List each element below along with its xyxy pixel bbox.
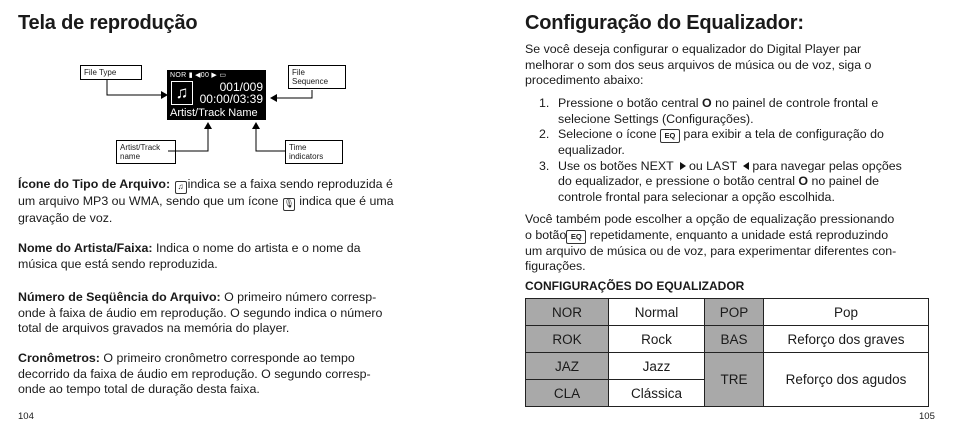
text: equalizador. (558, 143, 625, 157)
text: música que está sendo reproduzida. (18, 256, 218, 271)
list-item (539, 127, 939, 159)
table-cell: NOR (526, 299, 609, 326)
table-cell: CLA (526, 380, 609, 407)
table-cell: BAS (705, 326, 764, 353)
paragraph-artist-name (18, 241, 448, 272)
music-note-icon: ♫ (171, 81, 193, 105)
text: um arquivo de música ou de voz, para experimentar diferentes con- (525, 243, 897, 258)
step-number: 2. (539, 127, 550, 141)
text: figurações. (525, 259, 586, 273)
microphone-icon: 🎙 (283, 198, 295, 211)
text: ou LAST (688, 158, 737, 173)
lcd-time: 00:00/03:39 (199, 92, 263, 106)
page-number: 104 (18, 411, 34, 422)
callout-label: File Type (84, 68, 117, 77)
text: gravação de voz. (18, 211, 113, 225)
text: Se você deseja configurar o equalizador do Digital Player par (525, 42, 862, 56)
steps-list (539, 96, 939, 205)
text: selecione Settings (Configurações). (558, 111, 754, 126)
term-label: Ícone do Tipo de Arquivo: (18, 177, 171, 191)
table-cell: Pop (764, 299, 929, 326)
lcd-status-row: NOR ▮ ◀00 ▶ ▭ (170, 72, 227, 79)
callout-label: Sequence (292, 77, 329, 86)
text: Pressione o botão central (558, 96, 699, 110)
text: decorrido da faixa de áudio em reprodução. O segundo corresp- (18, 366, 371, 381)
table-cell: Rock (609, 326, 705, 353)
player-lcd-screen (167, 70, 266, 120)
callout-label: Artist/Track (120, 143, 161, 152)
term-label: Nome do Artista/Faixa: (18, 241, 153, 255)
term-label: Número de Seqüência do Arquivo: (18, 290, 221, 304)
next-arrow-icon (680, 162, 686, 170)
table-cell: ROK (526, 326, 609, 353)
text: para exibir a tela de configuração do (683, 127, 884, 141)
paragraph-timers (18, 351, 448, 398)
page-number: 105 (919, 411, 935, 422)
intro-paragraph (525, 42, 935, 89)
callout-label: Time (289, 143, 307, 152)
text: Indica o nome do artista e o nome da (152, 241, 361, 255)
callout-label: File (292, 68, 305, 77)
table-cell: POP (705, 299, 764, 326)
text: O primeiro cronômetro corresponde ao tempo (99, 351, 355, 365)
text: indica se a faixa sendo reproduzida é (187, 177, 393, 191)
lcd-artist-track: Artist/Track Name (170, 107, 258, 119)
page-title: Configuração do Equalizador: (525, 12, 804, 34)
text: o botão (525, 227, 567, 242)
table-cell: Reforço dos graves (764, 326, 929, 353)
eq-icon: EQ (566, 230, 586, 244)
text: no painel de (811, 174, 880, 188)
table-cell: JAZ (526, 353, 609, 380)
table-row (526, 353, 929, 380)
eq-table-heading: CONFIGURAÇÕES DO EQUALIZADOR (525, 279, 745, 293)
table-cell: Normal (609, 299, 705, 326)
callout-label: name (120, 152, 141, 161)
table-cell: TRE (705, 353, 764, 407)
circle-button-icon: O (798, 174, 809, 188)
previous-arrow-icon (743, 162, 749, 170)
also-paragraph (525, 212, 937, 275)
table-cell: Jazz (609, 353, 705, 380)
text: repetidamente, enquanto a unidade está reproduzindo (589, 227, 889, 242)
text: Selecione o ícone (558, 127, 657, 141)
text: total de arquivos gravados na memória do player. (18, 321, 290, 335)
term-label: Cronômetros: (18, 351, 100, 365)
text: Você também pode escolher a opção de equalização pressionando (525, 212, 895, 226)
table-row (526, 299, 929, 326)
equalizer-table (525, 298, 929, 407)
text: procedimento abaixo: (525, 73, 644, 87)
text: O primeiro número corresp- (220, 290, 377, 304)
text: indica que é uma (299, 194, 394, 208)
text: no painel de controle frontal e (715, 96, 879, 110)
text: onde ao tempo total de duração desta faixa. (18, 382, 260, 396)
table-row (526, 326, 929, 353)
music-note-icon: ♫ (175, 181, 187, 194)
callout-label: indicators (289, 152, 324, 161)
list-item (539, 159, 939, 206)
text: do equalizador, e pressione o botão central (558, 174, 795, 188)
eq-icon: EQ (660, 129, 680, 143)
text: um arquivo MP3 ou WMA, sendo que um ícone (18, 194, 279, 208)
circle-button-icon: O (701, 96, 712, 110)
text: controle frontal para selecionar a opção escolhida. (558, 189, 835, 204)
table-cell: Reforço dos agudos (764, 353, 929, 407)
text: melhorar o som dos seus arquivos de música ou de voz, siga o (525, 57, 872, 72)
list-item (539, 96, 939, 127)
paragraph-file-type-icon (18, 177, 448, 227)
text: Use os botões NEXT (558, 158, 674, 173)
lcd-file-sequence: 001/009 (219, 80, 263, 94)
text: para navegar pelas opções (752, 158, 902, 173)
step-number: 3. (539, 158, 550, 173)
paragraph-file-sequence (18, 290, 448, 337)
right-page (477, 0, 954, 430)
text: onde à faixa de áudio em reprodução. O segundo indica o número (18, 305, 383, 320)
page-title: Tela de reprodução (18, 12, 198, 34)
step-number: 1. (539, 96, 550, 110)
table-cell: Clássica (609, 380, 705, 407)
